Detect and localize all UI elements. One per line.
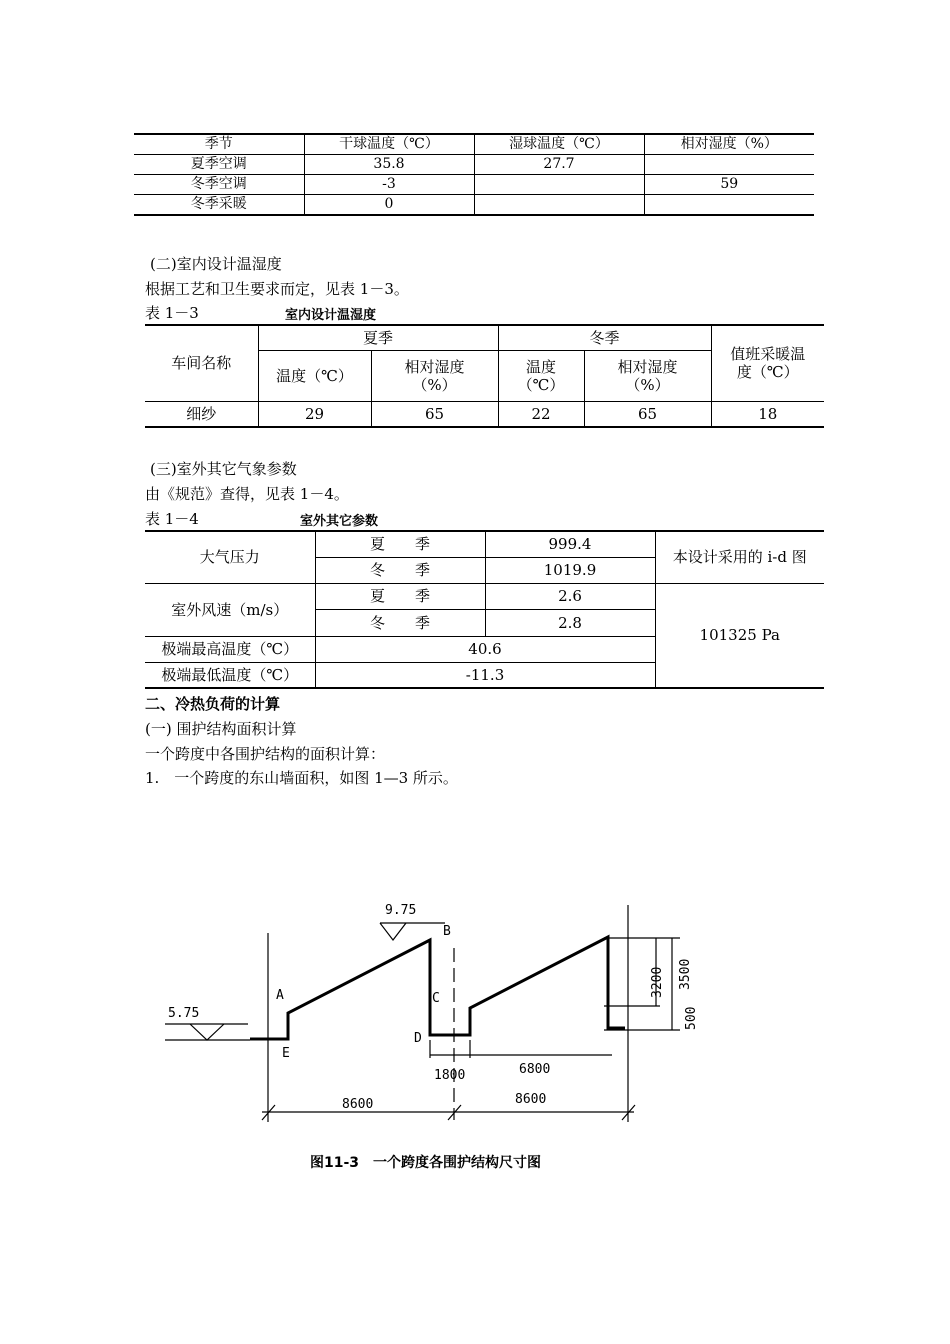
dim-3200-label: 3200 <box>650 966 665 998</box>
figure-caption: 图11-3 一个跨度各围护结构尺寸图 <box>310 1155 542 1171</box>
table-cell: 35.8 <box>304 155 474 175</box>
load-text: 一个跨度中各围护结构的面积计算： <box>145 745 386 763</box>
other-text: 由《规范》查得，见表 1－4。 <box>145 485 349 503</box>
header-wtemp-line2: （℃） <box>517 375 565 394</box>
wind-winter: 2.8 <box>485 609 655 636</box>
point-b-label: B <box>443 924 451 939</box>
other-heading: (三)室外其它气象参数 <box>150 460 297 478</box>
table-cell: 59 <box>644 175 814 195</box>
season-winter: 冬 季 <box>315 609 485 636</box>
table-cell: 夏季空调 <box>134 155 304 175</box>
table-cell: 29 <box>258 401 371 427</box>
roof-profile <box>250 937 625 1039</box>
point-d-label: D <box>414 1031 422 1046</box>
season-summer: 夏 季 <box>315 583 485 609</box>
dim-8600-right-label: 8600 <box>515 1092 547 1107</box>
table-cell: 22 <box>498 401 584 427</box>
load-heading: 二、冷热负荷的计算 <box>145 695 281 713</box>
table-cell: 65 <box>371 401 498 427</box>
elev-low-marker <box>190 1024 224 1040</box>
table-cell: 细纱 <box>145 401 258 427</box>
min-temp: -11.3 <box>315 662 655 688</box>
table-cell: 冬季采暖 <box>190 196 247 213</box>
indoor-text: 根据工艺和卫生要求而定，见表 1－3。 <box>145 280 409 298</box>
table-cell: 18 <box>711 401 824 427</box>
header-rh-line1: 相对湿度 <box>617 357 678 376</box>
elev-high-label: 9.75 <box>385 903 417 918</box>
header-wtemp-line1: 温度 <box>525 357 556 376</box>
point-e-label: E <box>282 1046 290 1061</box>
load-subheading: (一) 围护结构面积计算 <box>145 720 297 738</box>
table-1-3-title: 室内设计温湿度 <box>285 308 377 323</box>
max-temp-label: 极端最高温度（℃） <box>145 636 315 662</box>
chart-value: 101325 Pa <box>655 583 824 688</box>
season-summer: 夏 季 <box>315 531 485 557</box>
header-rh-line2: （%） <box>412 375 457 394</box>
pressure-winter: 1019.9 <box>485 557 655 583</box>
table-cell: 0 <box>304 195 474 216</box>
wind-label: 室外风速（m/s） <box>145 583 315 636</box>
point-c-label: C <box>432 991 440 1006</box>
dim-1800-label: 1800 <box>434 1068 466 1083</box>
indoor-heading: (二)室内设计温湿度 <box>150 255 282 273</box>
header-winter: 冬季 <box>498 325 711 350</box>
wind-summer: 2.6 <box>485 583 655 609</box>
header-standby-line2: 度（℃） <box>736 363 799 382</box>
pressure-label: 大气压力 <box>145 531 315 583</box>
figure-lines <box>165 905 680 1122</box>
table-1-4-title: 室外其它参数 <box>300 514 379 529</box>
header-summer-temp: 温度（℃） <box>258 350 371 401</box>
min-temp-label: 极端最低温度（℃） <box>145 662 315 688</box>
wall-outline <box>250 937 625 1039</box>
dim-500-label: 500 <box>684 1006 699 1030</box>
table-cell: 65 <box>584 401 711 427</box>
table-1-3-label: 表 1－3 <box>145 304 199 322</box>
header-season: 季节 <box>134 134 304 155</box>
elev-high-marker <box>380 923 406 940</box>
load-item-1: 1. 一个跨度的东山墙面积，如图 1—3 所示。 <box>145 769 458 787</box>
dim-3500-label: 3500 <box>678 958 693 990</box>
header-rh-line1: 相对湿度 <box>404 357 465 376</box>
point-a-label: A <box>276 988 284 1003</box>
season-winter: 冬 季 <box>315 557 485 583</box>
header-workshop: 车间名称 <box>145 325 258 401</box>
dim-8600-left-label: 8600 <box>342 1097 374 1112</box>
max-temp: 40.6 <box>315 636 655 662</box>
elev-low-label: 5.75 <box>168 1006 200 1021</box>
table-cell: 27.7 <box>474 155 644 175</box>
header-rh-line2: （%） <box>625 375 670 394</box>
table-cell: -3 <box>304 175 474 195</box>
header-rh: 相对湿度（%） <box>644 134 814 155</box>
header-summer: 夏季 <box>258 325 498 350</box>
dim-6800-label: 6800 <box>519 1062 551 1077</box>
table-1-4-label: 表 1－4 <box>145 510 199 528</box>
header-standby-line1: 值班采暖温 <box>730 345 806 364</box>
table-cell: 冬季空调 <box>134 175 304 195</box>
header-dry-bulb: 干球温度（℃） <box>304 134 474 155</box>
chart-note: 本设计采用的 i-d 图 <box>655 531 824 583</box>
pressure-summer: 999.4 <box>485 531 655 557</box>
header-wet-bulb: 湿球温度（℃） <box>474 134 644 155</box>
